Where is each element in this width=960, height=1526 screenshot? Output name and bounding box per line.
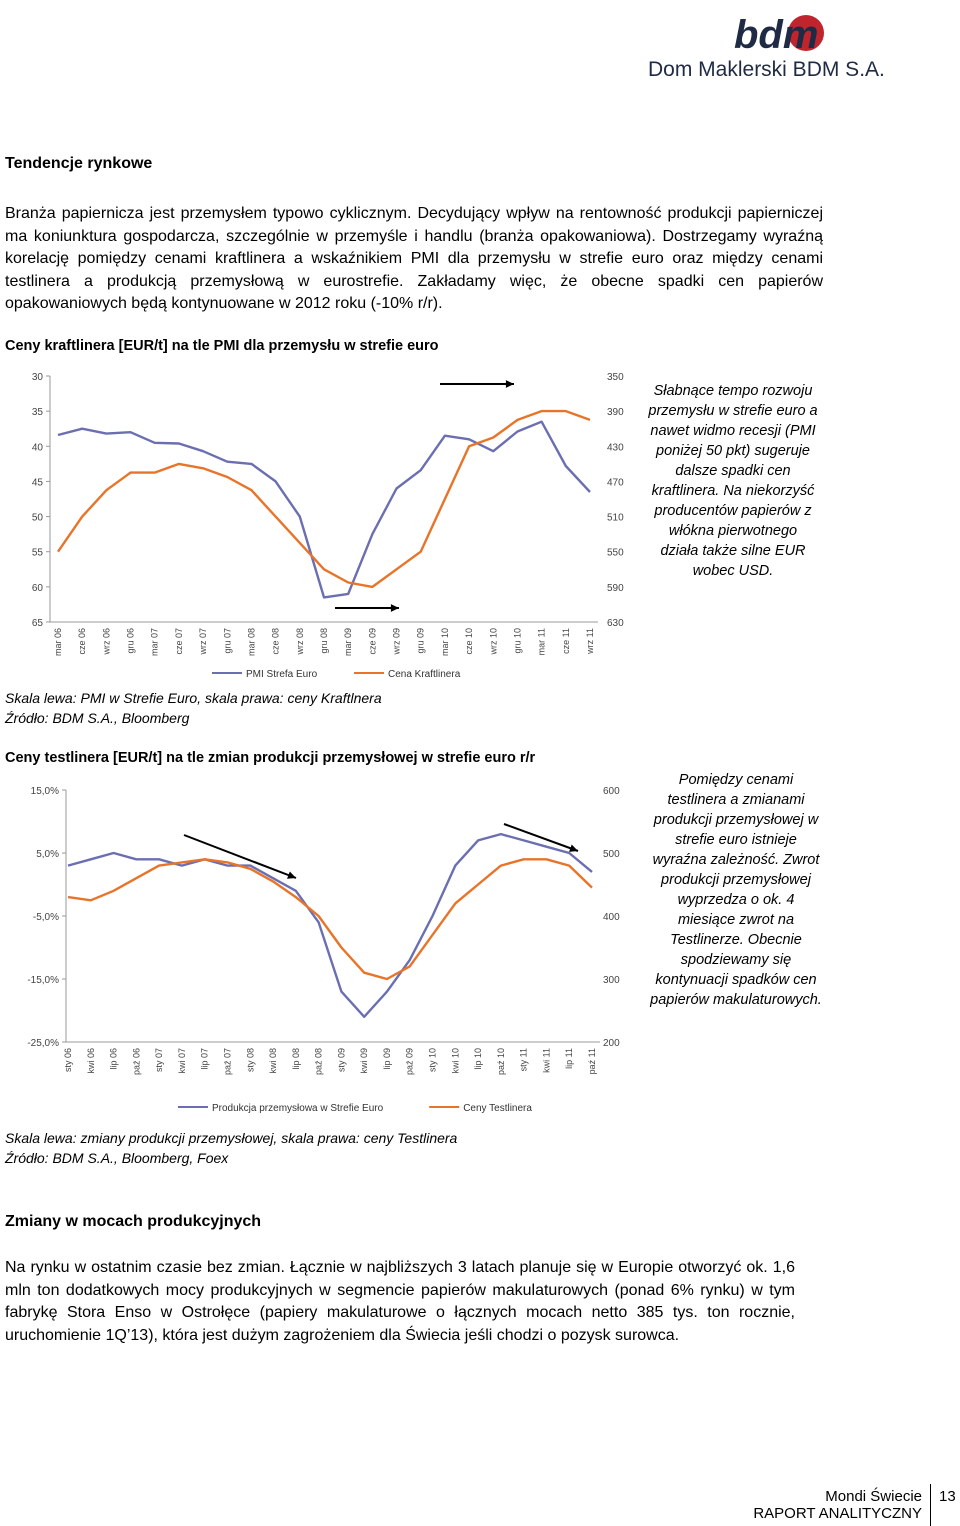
right-tick-label: 400 xyxy=(603,912,620,923)
x-tick-label: sty 06 xyxy=(63,1048,73,1073)
legend-label: Produkcja przemysłowa w Strefie Euro xyxy=(212,1103,384,1114)
series-line-secondary xyxy=(68,859,592,979)
x-tick-label: mar 07 xyxy=(149,628,160,657)
logo-letters: bdm xyxy=(734,13,819,57)
x-tick-label: cze 11 xyxy=(560,628,571,654)
x-tick-label: cze 06 xyxy=(77,628,88,655)
x-tick-label: paź 10 xyxy=(495,1048,506,1076)
x-tick-label: mar 09 xyxy=(343,628,354,657)
right-tick-label: 470 xyxy=(607,477,624,489)
trend-arrow xyxy=(184,835,296,878)
x-tick-label: cze 09 xyxy=(367,628,378,655)
company-name: Dom Maklerski BDM S.A. xyxy=(648,58,885,81)
legend-label: PMI Strefa Euro xyxy=(246,669,318,680)
footer-divider xyxy=(930,1484,931,1526)
right-tick-label: 510 xyxy=(607,512,624,524)
bdm-logo xyxy=(728,8,878,58)
footer-labels xyxy=(753,1488,922,1522)
series-line-primary xyxy=(58,422,590,598)
x-tick-label: kwi 08 xyxy=(268,1048,279,1074)
x-tick-label: cze 08 xyxy=(270,628,281,655)
right-tick-label: 350 xyxy=(607,372,624,383)
x-tick-label: kwi 09 xyxy=(359,1048,370,1074)
testliner-production-chart xyxy=(0,772,660,1122)
x-tick-label: lip 10 xyxy=(473,1048,484,1070)
x-tick-label: sty 11 xyxy=(518,1048,529,1072)
chart2-source-scale: Skala lewa: zmiany produkcji przemysłowej, skala prawa: ceny Testlinera xyxy=(5,1130,458,1146)
x-tick-label: cze 07 xyxy=(173,628,184,655)
capacity-paragraph: Na rynku w ostatnim czasie bez zmian. Łącznie w najbliższych 3 latach planuje się w Europie otworzyć ok. 1,6 mln ton dodatkowych mocy produkcyjnych w segmencie papierów makulaturowych (ponad 6% rynku) w tym fabrykę Stora Enso w Ostrołęce (papiery makulaturowe o łącznych mocach netto 385 tys. ton rocznie, uruchomienie 1Q’13), która jest dużym zagrożeniem dla Świecia jeśli chodzi o pozysk surowca. xyxy=(5,1259,795,1344)
x-tick-label: paź 07 xyxy=(222,1048,233,1076)
x-tick-label: cze 10 xyxy=(464,628,475,655)
left-tick-label: 50 xyxy=(31,512,43,524)
left-tick-label: 5,0% xyxy=(36,849,59,860)
kraftliner-pmi-chart xyxy=(0,362,660,687)
x-tick-label: gru 08 xyxy=(319,628,329,654)
x-tick-label: paź 11 xyxy=(587,1048,597,1075)
left-tick-label: -25,0% xyxy=(27,1038,59,1049)
legend-label: Cena Kraftlinera xyxy=(388,669,461,680)
right-tick-label: 600 xyxy=(603,786,620,797)
x-tick-label: wrz 08 xyxy=(294,628,305,655)
x-tick-label: wrz 07 xyxy=(198,628,209,655)
right-tick-label: 590 xyxy=(607,582,624,594)
left-tick-label: -5,0% xyxy=(32,912,59,923)
right-tick-label: 500 xyxy=(603,849,620,860)
left-tick-label: 55 xyxy=(31,547,43,559)
left-tick-label: 40 xyxy=(31,442,43,454)
left-tick-label: 45 xyxy=(31,477,43,489)
section-heading: Tendencje rynkowe xyxy=(5,155,153,172)
x-tick-label: paź 09 xyxy=(404,1048,415,1076)
chart1-caption: Ceny kraftlinera [EUR/t] na tle PMI dla przemysłu w strefie euro xyxy=(5,338,439,354)
footer-report-type: RAPORT ANALITYCZNY xyxy=(753,1505,922,1522)
x-tick-label: wrz 09 xyxy=(391,628,402,655)
x-tick-label: sty 07 xyxy=(154,1048,165,1073)
chart1-source-scale: Skala lewa: PMI w Strefie Euro, skala prawa: ceny Kraftlnera xyxy=(5,690,382,706)
chart1-side-note: Słabnące tempo rozwoju przemysłu w strefie euro a nawet widmo recesji (PMI poniżej 50 pkt) sugeruje dalsze spadki cen kraftlinera. Na niekorzyść producentów papierów z włókna pierwotnego działa także silne EUR wobec USD. xyxy=(648,383,818,579)
x-tick-label: mar 08 xyxy=(246,628,257,657)
left-tick-label: 30 xyxy=(31,372,43,383)
x-tick-label: kwi 06 xyxy=(85,1048,96,1074)
left-tick-label: 35 xyxy=(31,407,43,419)
x-tick-label: kwi 10 xyxy=(450,1048,461,1074)
x-tick-label: kwi 11 xyxy=(541,1048,552,1073)
right-tick-label: 630 xyxy=(607,618,624,629)
chart1-source: Źródło: BDM S.A., Bloomberg xyxy=(5,710,190,726)
x-tick-label: paź 06 xyxy=(131,1048,142,1076)
x-tick-label: mar 10 xyxy=(439,628,450,657)
x-tick-label: gru 07 xyxy=(222,628,233,654)
right-tick-label: 200 xyxy=(603,1038,620,1049)
x-tick-label: lip 11 xyxy=(564,1048,575,1069)
chart2-source: Źródło: BDM S.A., Bloomberg, Foex xyxy=(5,1150,229,1166)
right-tick-label: 300 xyxy=(603,975,620,986)
left-tick-label: 65 xyxy=(31,618,43,629)
x-tick-label: wrz 06 xyxy=(101,628,112,655)
right-tick-label: 390 xyxy=(607,407,624,419)
intro-paragraph: Branża papiernicza jest przemysłem typowo cyklicznym. Decydujący wpływ na rentowność produkcji papierniczej ma koniunktura gospodarcza, szczególnie w przemyśle i handlu (branża opakowaniowa). Dostrzegamy wyraźną korelację pomiędzy cenami kraftlinera a wskaźnikiem PMI dla przemysłu w strefie euro oraz między cenami testlinera a produkcją przemysłową w eurostrefie. Zakładamy więc, że obecne spadki cen papierów opakowaniowych będą kontynuowane w 2012 roku (-10% r/r). xyxy=(5,205,823,313)
right-tick-label: 550 xyxy=(607,547,624,559)
x-tick-label: mar 06 xyxy=(53,628,63,657)
section2-heading: Zmiany w mocach produkcyjnych xyxy=(5,1213,262,1230)
trend-arrow-head xyxy=(391,604,399,612)
x-tick-label: gru 09 xyxy=(415,628,426,654)
x-tick-label: wrz 10 xyxy=(488,628,499,655)
x-tick-label: gru 10 xyxy=(512,628,523,654)
chart2-caption: Ceny testlinera [EUR/t] na tle zmian produkcji przemysłowej w strefie euro r/r xyxy=(5,750,536,766)
left-tick-label: -15,0% xyxy=(27,975,59,986)
left-tick-label: 15,0% xyxy=(30,786,59,797)
chart2-side-note: Pomiędzy cenami testlinera a zmianami produkcji przemysłowej w strefie euro istnieje wyraźna zależność. Zwrot produkcji przemysłowej wyprzedza o ok. 4 miesiące zwrot na Testlinerze. Obecnie spodziewamy się kontynuacji spadków cen papierów makulaturowych. xyxy=(650,772,822,1008)
x-tick-label: lip 08 xyxy=(290,1048,301,1070)
legend-label: Ceny Testlinera xyxy=(463,1103,532,1114)
trend-arrow-head xyxy=(569,845,578,852)
x-tick-label: sty 10 xyxy=(427,1048,438,1073)
x-tick-label: wrz 11 xyxy=(585,628,595,654)
x-tick-label: gru 06 xyxy=(125,628,136,654)
x-tick-label: lip 07 xyxy=(199,1048,210,1070)
footer-company: Mondi Świecie xyxy=(825,1488,922,1505)
x-tick-label: mar 11 xyxy=(536,628,547,656)
x-tick-label: lip 06 xyxy=(108,1048,119,1070)
left-tick-label: 60 xyxy=(31,582,43,594)
x-tick-label: lip 09 xyxy=(381,1048,392,1070)
x-tick-label: paź 08 xyxy=(313,1048,324,1076)
page-number: 13 xyxy=(939,1488,956,1505)
x-tick-label: kwi 07 xyxy=(176,1048,187,1074)
x-tick-label: sty 08 xyxy=(245,1048,256,1073)
trend-arrow-head xyxy=(506,380,514,388)
right-tick-label: 430 xyxy=(607,442,624,454)
x-tick-label: sty 09 xyxy=(336,1048,347,1073)
